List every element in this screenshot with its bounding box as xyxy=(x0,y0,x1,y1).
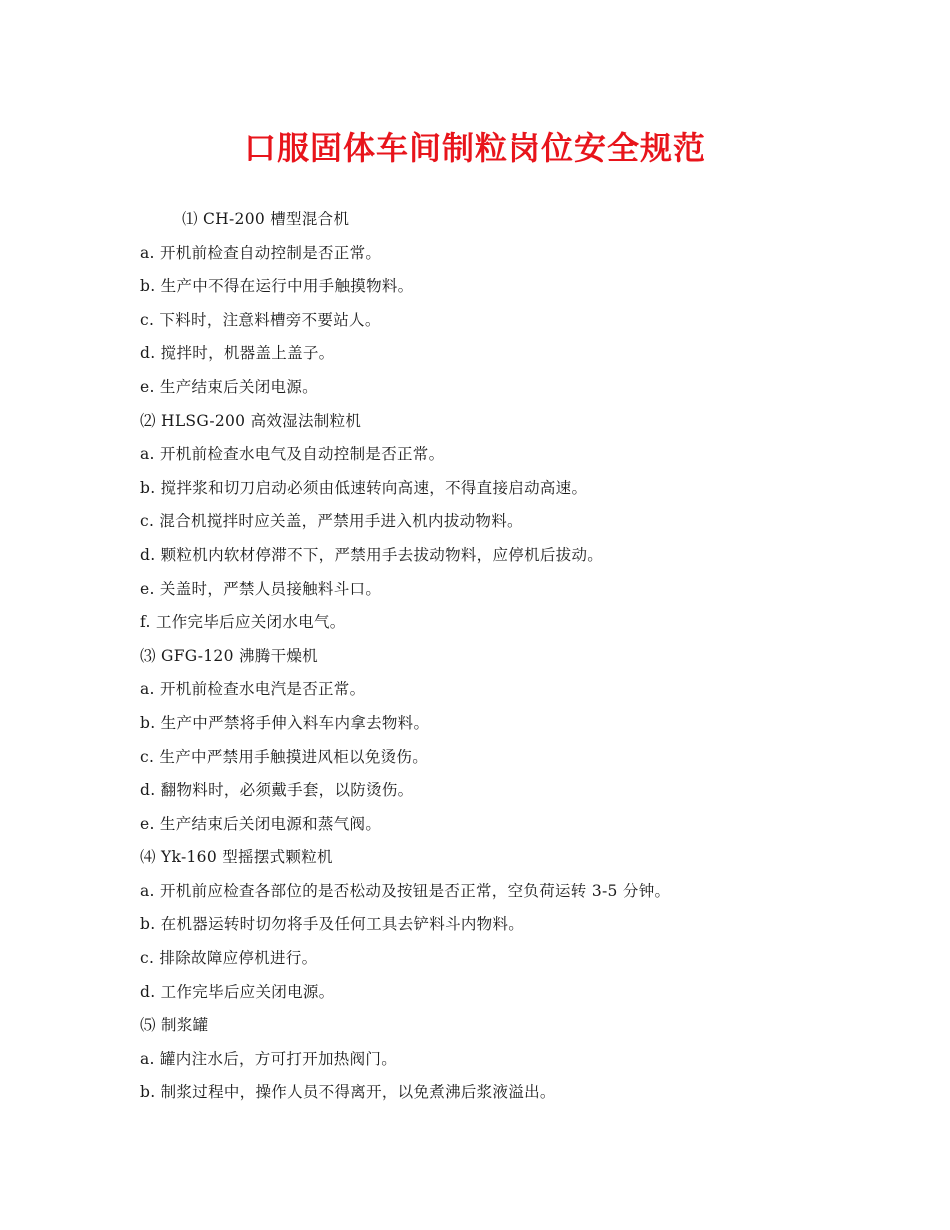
section-heading-3: ⑶ GFG-120 沸腾干燥机 xyxy=(140,646,318,665)
section-heading-1: ⑴ CH-200 槽型混合机 xyxy=(182,210,350,228)
list-item: b. 在机器运转时切勿将手及任何工具去铲料斗内物料。 xyxy=(140,915,525,934)
list-item: a. 罐内注水后，方可打开加热阀门。 xyxy=(140,1049,397,1068)
document-title: 口服固体车间制粒岗位安全规范 xyxy=(243,129,706,167)
list-item: b. 搅拌浆和切刀启动必须由低速转向高速，不得直接启动高速。 xyxy=(140,478,588,497)
list-item: b. 制浆过程中，操作人员不得离开，以免煮沸后浆液溢出。 xyxy=(140,1083,556,1102)
list-item: a. 开机前检查水电汽是否正常。 xyxy=(140,680,366,699)
document-body xyxy=(140,203,840,1110)
list-item: e. 生产结束后关闭电源和蒸气阀。 xyxy=(140,814,382,833)
list-item: c. 生产中严禁用手触摸进风柜以免烫伤。 xyxy=(140,747,429,766)
list-item: d. 颗粒机内软材停滞不下，严禁用手去拔动物料，应停机后拔动。 xyxy=(140,545,604,564)
list-item: f. 工作完毕后应关闭水电气。 xyxy=(140,613,346,632)
list-item: a. 开机前应检查各部位的是否松动及按钮是否正常，空负荷运转 3-5 分钟。 xyxy=(140,881,671,900)
list-item: d. 工作完毕后应关闭电源。 xyxy=(140,982,335,1001)
list-item: e. 关盖时，严禁人员接触料斗口。 xyxy=(140,579,382,598)
section-heading-2: ⑵ HLSG-200 高效湿法制粒机 xyxy=(140,411,362,430)
list-item: a. 开机前检查水电气及自动控制是否正常。 xyxy=(140,445,445,464)
section-heading-4: ⑷ Yk-160 型摇摆式颗粒机 xyxy=(140,848,333,867)
section-heading-5: ⑸ 制浆罐 xyxy=(140,1016,209,1035)
list-item: c. 排除故障应停机进行。 xyxy=(140,949,318,968)
list-item: a. 开机前检查自动控制是否正常。 xyxy=(140,243,382,262)
list-item: b. 生产中严禁将手伸入料车内拿去物料。 xyxy=(140,713,430,732)
list-item: d. 翻物料时，必须戴手套，以防烫伤。 xyxy=(140,781,414,800)
list-item: c. 下料时，注意料槽旁不要站人。 xyxy=(140,310,381,329)
list-item: c. 混合机搅拌时应关盖，严禁用手进入机内拔动物料。 xyxy=(140,512,523,531)
list-item: d. 搅拌时，机器盖上盖子。 xyxy=(140,344,335,363)
list-item: b. 生产中不得在运行中用手触摸物料。 xyxy=(140,277,414,296)
list-item: e. 生产结束后关闭电源。 xyxy=(140,377,318,396)
